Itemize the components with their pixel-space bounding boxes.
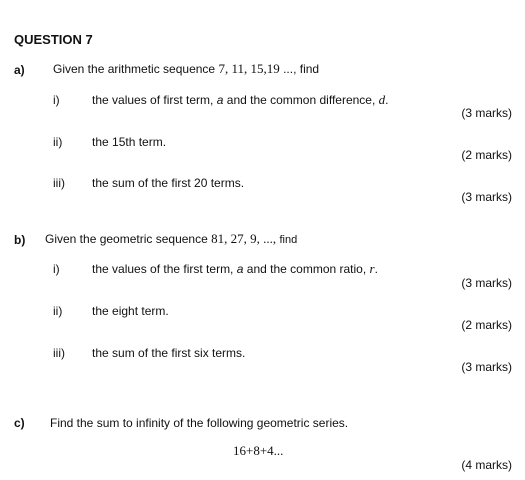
- part-a-label: a): [14, 63, 25, 77]
- part-a-iii-marks: (3 marks): [461, 190, 512, 204]
- part-b-iii-num: iii): [53, 346, 65, 360]
- part-c-label: c): [14, 416, 25, 430]
- part-b-ii-marks: (2 marks): [461, 318, 512, 332]
- question-heading: QUESTION 7: [14, 32, 93, 47]
- part-c-text: Find the sum to infinity of the following geometric series.: [50, 416, 349, 430]
- part-b-iii-marks: (3 marks): [461, 360, 512, 374]
- part-c-marks: (4 marks): [461, 458, 512, 472]
- part-b-label: b): [14, 233, 26, 247]
- part-b-i-text: [92, 262, 378, 276]
- part-c-series: 16+8+4...: [233, 443, 284, 458]
- part-b-i-var-r: r: [369, 261, 375, 276]
- part-a-intro: [53, 62, 319, 76]
- part-b-ii-num: ii): [53, 304, 63, 318]
- part-b-sequence: 81, 27, 9, ...,: [211, 231, 277, 246]
- part-b-intro-end: find: [279, 234, 298, 246]
- part-b-ii-text: the eight term.: [92, 304, 169, 318]
- part-a-iii-text: the sum of the first 20 terms.: [92, 176, 245, 190]
- part-a-i-end: .: [385, 93, 389, 107]
- part-b-intro-text: Given the geometric sequence: [45, 232, 208, 246]
- part-a-i-marks: (3 marks): [461, 106, 512, 120]
- part-b-iii-text: the sum of the first six terms.: [92, 346, 246, 360]
- part-b-i-var-a: a: [236, 262, 244, 276]
- part-b-i-text-2: and the common ratio,: [246, 262, 367, 276]
- part-b-i-end: .: [374, 262, 378, 276]
- part-a-i-text-2: and the common difference,: [226, 93, 376, 107]
- part-a-i-text-1: the values of first term,: [92, 93, 214, 107]
- part-a-i-var-d: d: [378, 92, 386, 107]
- part-a-i-var-a: a: [216, 93, 224, 107]
- part-b-i-num: i): [53, 262, 60, 276]
- part-a-ii-num: ii): [53, 135, 63, 149]
- part-a-intro-end: ..., find: [283, 62, 320, 76]
- part-a-ii-text: the 15th term.: [92, 135, 167, 149]
- part-a-i-text: [92, 93, 389, 107]
- part-a-intro-text: Given the arithmetic sequence: [53, 62, 216, 76]
- part-b-i-marks: (3 marks): [461, 276, 512, 290]
- part-b-intro: [45, 232, 297, 247]
- part-b-i-text-1: the values of the first term,: [92, 262, 234, 276]
- part-a-ii-marks: (2 marks): [461, 148, 512, 162]
- part-a-sequence: 7, 11, 15,19: [218, 61, 280, 76]
- part-a-iii-num: iii): [53, 176, 65, 190]
- part-a-i-num: i): [53, 93, 60, 107]
